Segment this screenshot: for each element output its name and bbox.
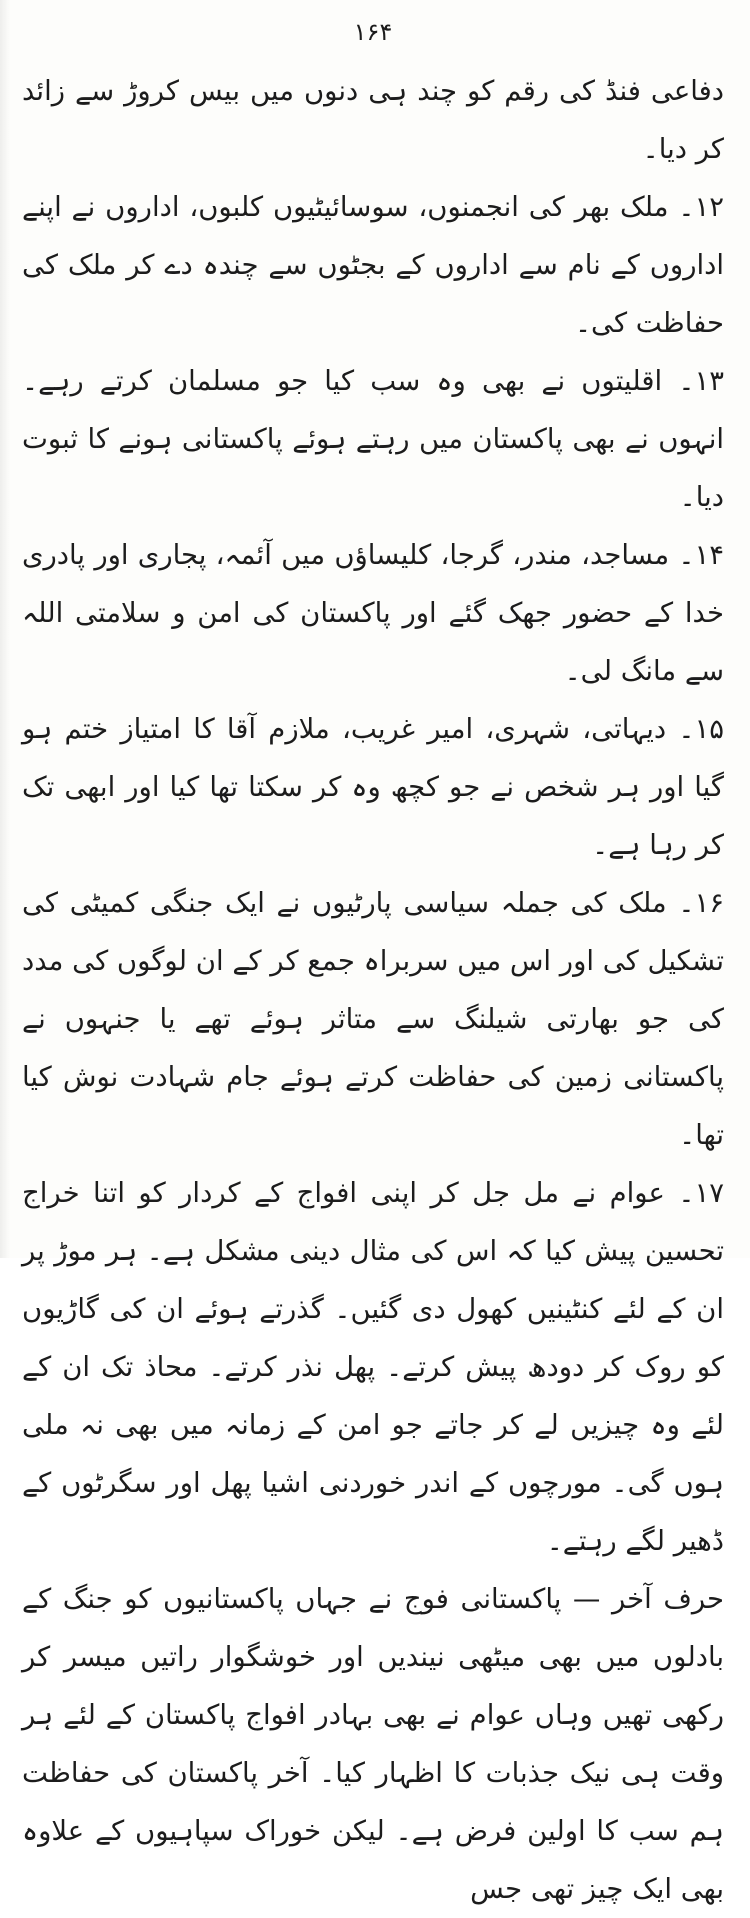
paragraph-17: ۱۷۔ عوام نے مل جل کر اپنی افواج کے کردار کو اتنا خراج تحسین پیش کیا کہ اس کی مثال دینی مشکل ہے۔ ہر موڑ پر ان کے لئے کنٹینیں کھول دی گئیں۔ گذرتے ہوئے ان کی گاڑیوں کو روک کر دودھ پیش کرتے۔ پھل نذر کرتے۔ محاذ تک ان کے لئے وہ چیزیں لے کر جاتے جو امن کے زمانہ میں بھی نہ ملی ہوں گی۔ مورچوں کے اندر خوردنی اشیا پھل اور سگرٹوں کے ڈھیر لگے رہتے۔ xyxy=(22,1177,724,1557)
paragraph-16: ۱۶۔ ملک کی جملہ سیاسی پارٹیوں نے ایک جنگی کمیٹی کی تشکیل کی اور اس میں سربراہ جمع کر کے ان لوگوں کی مدد کی جو بھارتی شیلنگ سے متاثر ہوئے تھے یا جنہوں نے پاکستانی زمین کی حفاظت کرتے ہوئے جام شہادت نوش کیا تھا۔ xyxy=(22,887,724,1151)
paragraph-defense-fund: دفاعی فنڈ کی رقم کو چند ہی دنوں میں بیس کروڑ سے زائد کر دیا۔ xyxy=(22,75,724,165)
paragraph-13: ۱۳۔ اقلیتوں نے بھی وہ سب کیا جو مسلمان کرتے رہے۔ انہوں نے بھی پاکستان میں رہتے ہوئے پاکستانی ہونے کا ثبوت دیا۔ xyxy=(22,365,724,513)
paragraph-12: ۱۲۔ ملک بھر کی انجمنوں، سوسائیٹیوں کلبوں، اداروں نے اپنے اداروں کے نام سے اداروں کے بجٹوں سے چندہ دے کر ملک کی حفاظت کی۔ xyxy=(22,191,724,339)
page-body xyxy=(22,62,724,1918)
page-number: ۱۶۴ xyxy=(353,18,393,46)
paragraph-final-word: حرف آخر — پاکستانی فوج نے جہاں پاکستانیوں کو جنگ کے بادلوں میں بھی میٹھی نیندیں اور خوشگوار راتیں میسر کر رکھی تھیں وہاں عوام نے بھی بہادر افواج پاکستان کے لئے ہر وقت ہی نیک جذبات کا اظہار کیا۔ آخر پاکستان کی حفاظت ہم سب کا اولین فرض ہے۔ لیکن خوراک سپاہیوں کے علاوہ بھی ایک چیز تھی جس xyxy=(22,1583,724,1905)
paragraph-14: ۱۴۔ مساجد، مندر، گرجا، کلیساؤں میں آئمہ، پجاری اور پادری خدا کے حضور جھک گئے اور پاکستان کی امن و سلامتی اللہ سے مانگ لی۔ xyxy=(22,539,724,687)
paragraph-15: ۱۵۔ دیہاتی، شہری، امیر غریب، ملازم آقا کا امتیاز ختم ہو گیا اور ہر شخص نے جو کچھ وہ کر سکتا تھا کیا اور ابھی تک کر رہا ہے۔ xyxy=(22,713,724,861)
binding-shadow xyxy=(0,0,10,1258)
